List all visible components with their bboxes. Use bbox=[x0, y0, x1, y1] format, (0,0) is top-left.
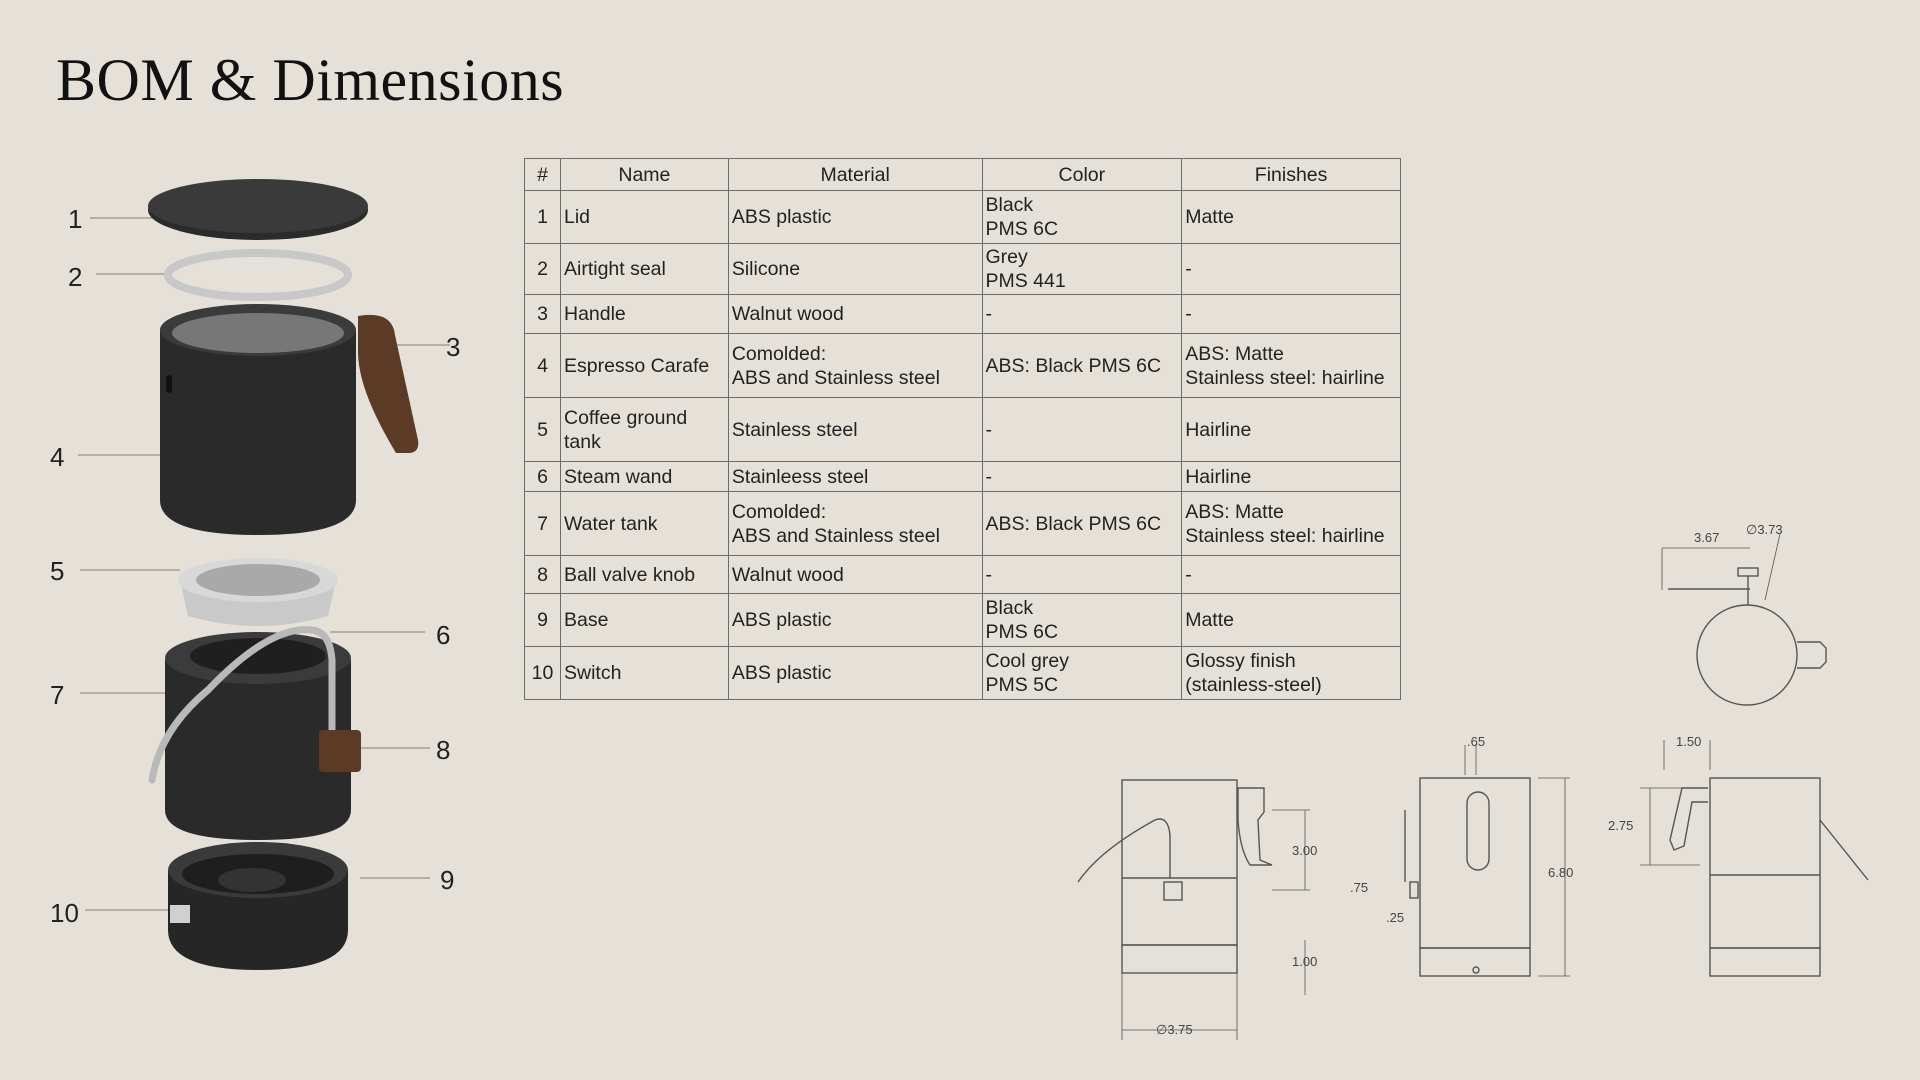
exploded-view bbox=[40, 170, 480, 990]
bom-row bbox=[525, 191, 1401, 244]
bom-cell-color bbox=[982, 398, 1182, 462]
bom-cell-name-line: Espresso Carafe bbox=[563, 354, 710, 377]
bom-cell-color-line: Grey bbox=[985, 246, 1028, 268]
bom-cell-number: 1 bbox=[525, 191, 561, 244]
bom-cell-color-line: - bbox=[985, 418, 992, 441]
dim-top-diameter: ∅3.73 bbox=[1746, 522, 1783, 537]
bom-cell-finish bbox=[1182, 295, 1401, 334]
bom-cell-number: 5 bbox=[525, 398, 561, 462]
callout-3: 3 bbox=[446, 332, 461, 362]
callout-4: 4 bbox=[50, 442, 65, 472]
bom-cell-finish bbox=[1182, 191, 1401, 244]
bom-cell-material bbox=[728, 594, 982, 647]
bom-cell-name bbox=[560, 594, 728, 647]
bom-cell-material bbox=[728, 334, 982, 398]
bom-cell-material-line: ABS plastic bbox=[731, 609, 832, 631]
bom-cell-number: 9 bbox=[525, 594, 561, 647]
bom-cell-number: 4 bbox=[525, 334, 561, 398]
bom-cell-name-line: Lid bbox=[563, 206, 591, 228]
bom-cell-name bbox=[560, 191, 728, 244]
bom-row bbox=[525, 334, 1401, 398]
bom-row bbox=[525, 398, 1401, 462]
bom-cell-color-line: Black bbox=[985, 597, 1034, 619]
bom-cell-material-line: Walnut wood bbox=[731, 303, 844, 325]
bom-cell-finish-line: Glossy finish bbox=[1185, 650, 1296, 672]
bom-cell-material-line: ABS plastic bbox=[731, 662, 832, 684]
bom-cell-material bbox=[728, 647, 982, 700]
exploded-view-illustration bbox=[40, 170, 480, 990]
bom-cell-name-line: Switch bbox=[563, 662, 622, 684]
dim-front-handle-height: 3.00 bbox=[1292, 843, 1318, 858]
bom-cell-material-line: Silicone bbox=[731, 258, 801, 280]
header-color: Color bbox=[982, 159, 1182, 191]
bom-cell-material-line: Walnut wood bbox=[731, 563, 844, 586]
bom-cell-finish-line: - bbox=[1185, 258, 1192, 280]
bom-cell-material bbox=[728, 191, 982, 244]
bom-cell-material-line: Stainleess steel bbox=[731, 465, 869, 488]
bom-cell-material-line: ABS plastic bbox=[731, 206, 832, 228]
bom-cell-material bbox=[728, 244, 982, 295]
bom-cell-material bbox=[728, 556, 982, 594]
bom-cell-finish bbox=[1182, 244, 1401, 295]
page-title: BOM & Dimensions bbox=[56, 47, 565, 113]
bom-cell-color-line: ABS: Black PMS 6C bbox=[985, 512, 1162, 535]
dim-side-knob-height: .75 bbox=[1350, 880, 1369, 895]
bom-cell-finish bbox=[1182, 462, 1401, 492]
bom-cell-finish-line: ABS: Matte bbox=[1185, 342, 1284, 365]
bom-cell-color bbox=[982, 191, 1182, 244]
bom-row bbox=[525, 295, 1401, 334]
bom-cell-name bbox=[560, 398, 728, 462]
bom-cell-finish-line: Hairline bbox=[1185, 465, 1252, 488]
bom-cell-finish-line: Hairline bbox=[1185, 418, 1252, 441]
bom-cell-material bbox=[728, 492, 982, 556]
bom-cell-name-line: Coffee ground bbox=[563, 406, 688, 429]
header-finishes: Finishes bbox=[1182, 159, 1401, 191]
bom-cell-number: 3 bbox=[525, 295, 561, 334]
callout-10: 10 bbox=[50, 898, 79, 928]
bom-cell-material-line: ABS and Stainless steel bbox=[731, 524, 940, 547]
bom-cell-material bbox=[728, 398, 982, 462]
bom-cell-name-line: Base bbox=[563, 609, 609, 631]
bom-cell-name bbox=[560, 556, 728, 594]
header-name: Name bbox=[560, 159, 728, 191]
bom-cell-number: 2 bbox=[525, 244, 561, 295]
bom-cell-name bbox=[560, 492, 728, 556]
bom-cell-color bbox=[982, 334, 1182, 398]
bom-cell-material bbox=[728, 462, 982, 492]
header-material: Material bbox=[728, 159, 982, 191]
bom-cell-color bbox=[982, 462, 1182, 492]
bom-cell-color-line: - bbox=[985, 563, 992, 586]
bom-cell-finish-line: ABS: Matte bbox=[1185, 500, 1284, 523]
bom-cell-name bbox=[560, 462, 728, 492]
bom-cell-name-line: Steam wand bbox=[563, 465, 673, 488]
bom-cell-color bbox=[982, 244, 1182, 295]
bom-cell-color-line: PMS 5C bbox=[985, 674, 1059, 696]
bom-cell-number: 8 bbox=[525, 556, 561, 594]
bom-cell-number: 10 bbox=[525, 647, 561, 700]
bom-cell-finish-line: Stainless steel: hairline bbox=[1185, 366, 1385, 389]
dim-front-diameter: ∅3.75 bbox=[1156, 1022, 1193, 1037]
bom-cell-name-line: Ball valve knob bbox=[563, 563, 696, 586]
bom-cell-name-line: tank bbox=[563, 430, 601, 453]
header-number: # bbox=[525, 159, 561, 191]
bom-cell-number: 7 bbox=[525, 492, 561, 556]
bom-cell-color bbox=[982, 295, 1182, 334]
bom-cell-finish-line: Matte bbox=[1185, 609, 1234, 631]
dim-top-width: 3.67 bbox=[1694, 530, 1720, 545]
callout-7: 7 bbox=[50, 680, 65, 710]
callout-5: 5 bbox=[50, 556, 65, 586]
bom-row bbox=[525, 462, 1401, 492]
bom-cell-color-line: Black bbox=[985, 194, 1034, 216]
bom-cell-name-line: Handle bbox=[563, 303, 626, 325]
bom-cell-finish-line: Matte bbox=[1185, 206, 1234, 228]
bom-cell-finish-line: - bbox=[1185, 563, 1192, 586]
bom-header-row bbox=[525, 159, 1401, 191]
bom-cell-color-line: - bbox=[985, 465, 992, 488]
callout-8: 8 bbox=[436, 735, 451, 765]
bom-cell-material-line: ABS and Stainless steel bbox=[731, 366, 940, 389]
bom-row bbox=[525, 244, 1401, 295]
bom-cell-name bbox=[560, 244, 728, 295]
bom-cell-color-line: PMS 441 bbox=[985, 270, 1066, 292]
bom-cell-name bbox=[560, 647, 728, 700]
bom-cell-finish-line: Stainless steel: hairline bbox=[1185, 524, 1385, 547]
dim-side-width: .65 bbox=[1467, 734, 1486, 749]
bom-cell-material-line: Comolded: bbox=[731, 342, 827, 365]
callout-9: 9 bbox=[440, 865, 455, 895]
dim-side-height: 6.80 bbox=[1548, 865, 1574, 880]
bom-cell-color-line: PMS 6C bbox=[985, 218, 1059, 240]
bom-cell-finish-line: - bbox=[1185, 303, 1192, 325]
bom-cell-color-line: PMS 6C bbox=[985, 621, 1059, 643]
bom-cell-name-line: Water tank bbox=[563, 512, 658, 535]
callout-2: 2 bbox=[68, 262, 83, 292]
bom-cell-material bbox=[728, 295, 982, 334]
dim-front-base-height: 1.00 bbox=[1292, 954, 1318, 969]
bom-cell-material-line: Stainless steel bbox=[731, 418, 858, 441]
dim-back-height: 2.75 bbox=[1608, 818, 1634, 833]
bom-cell-name bbox=[560, 334, 728, 398]
bom-cell-name bbox=[560, 295, 728, 334]
technical-drawings bbox=[1060, 520, 1900, 1050]
bom-cell-color-line: - bbox=[985, 303, 992, 325]
bom-cell-material-line: Comolded: bbox=[731, 500, 827, 523]
bom-cell-color-line: Cool grey bbox=[985, 650, 1069, 672]
dim-side-knob-offset: .25 bbox=[1386, 910, 1405, 925]
bom-cell-name-line: Airtight seal bbox=[563, 258, 666, 280]
callout-1: 1 bbox=[68, 204, 83, 234]
bom-cell-finish bbox=[1182, 398, 1401, 462]
bom-cell-number: 6 bbox=[525, 462, 561, 492]
callout-6: 6 bbox=[436, 620, 451, 650]
dim-back-width: 1.50 bbox=[1676, 734, 1702, 749]
bom-cell-finish bbox=[1182, 334, 1401, 398]
bom-cell-finish-line: (stainless-steel) bbox=[1185, 674, 1322, 696]
dimension-drawings bbox=[1060, 520, 1900, 1050]
bom-cell-color-line: ABS: Black PMS 6C bbox=[985, 354, 1162, 377]
